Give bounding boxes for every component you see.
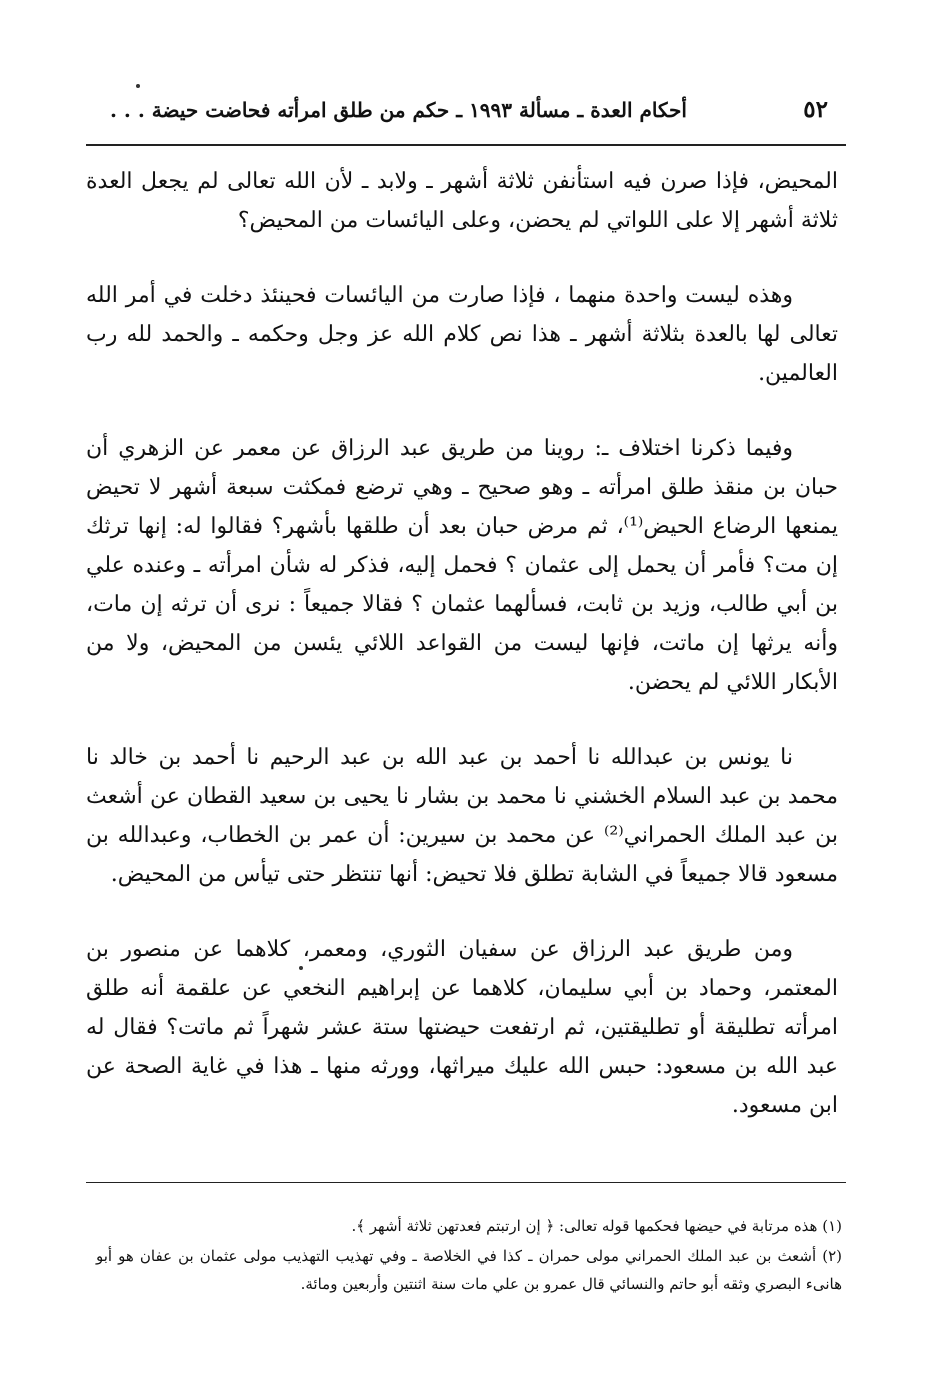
- footnotes: [96, 1212, 842, 1300]
- scan-speck: [136, 84, 140, 88]
- paragraph-3: وفيما ذكرنا اختلاف ـ: روينا من طريق عبد الرزاق عن معمر عن الزهري أن حبان بن منقذ طلق امرأته ـ وهو صحيح ـ وهي ترضع فمكثت سبعة أشهر لا تحيض يمنعها الرضاع الحيض⁽¹⁾، ثم مرض حبان بعد أن طلقها بأشهر؟ فقالوا له: إنها ترثك إن مت؟ فأمر أن يحمل إلى عثمان ؟ فحمل إليه، فذكر له شأن امرأته ـ وعنده علي بن أبي طالب، وزيد بن ثابت، فسألهما عثمان ؟ فقالا جميعاً : نرى أن ترثه إن مات، وأنه يرثها إن ماتت، فإنها ليست من القواعد اللائي يئسن من المحيض، ولا من الأبكار اللائي لم يحضن.: [86, 436, 838, 695]
- scan-speck: [299, 966, 303, 970]
- paragraph-2: وهذه ليست واحدة منهما ، فإذا صارت من اليائسات فحينئذ دخلت في أمر الله تعالى لها بالعدة بثلاثة أشهر ـ هذا نص كلام الله عز وجل وحكمه ـ والحمد لله رب العالمين.: [86, 283, 838, 386]
- main-text: [86, 162, 838, 1161]
- paragraph-1: المحيض، فإذا صرن فيه استأنفن ثلاثة أشهر ـ ولابد ـ لأن الله تعالى لم يجعل العدة ثلاثة أشهر إلا على اللواتي لم يحضن، وعلى اليائسات من المحيض؟: [86, 169, 838, 233]
- page-header: [86, 92, 846, 146]
- footnote-2: (٢) أشعث بن عبد الملك الحمراني مولى حمران ـ كذا في الخلاصة ـ وفي تهذيب التهذيب مولى عثمان بن عفان هو أبو هانىء البصري وثقه أبو حاتم والنسائي قال عمرو بن علي مات سنة اثنتين وأربعين ومائة.: [96, 1247, 842, 1293]
- footnote-separator: [86, 1182, 846, 1183]
- running-title: أحكام العدة ـ مسألة ١٩٩٣ ـ حكم من طلق امرأته فحاضت حيضة . . .: [110, 98, 687, 122]
- page-number: ٥٢: [803, 96, 828, 123]
- paragraph-4: نا يونس بن عبدالله نا أحمد بن عبد الله بن عبد الرحيم نا أحمد بن خالد نا محمد بن عبد السلام الخشني نا محمد بن بشار نا يحيى بن سعيد القطان عن أشعث بن عبد الملك الحمراني⁽²⁾ عن محمد بن سيرين: أن عمر بن الخطاب، وعبدالله بن مسعود قالا جميعاً في الشابة تطلق فلا تحيض: أنها تنتظر حتى تيأس من المحيض.: [86, 745, 838, 887]
- paragraph-5: ومن طريق عبد الرزاق عن سفيان الثوري، ومعمر، كلاهما عن منصور بن المعتمر، وحماد بن أبي سليمان، كلاهما عن إبراهيم النخعي عن علقمة أنه طلق امرأته تطليقة أو تطليقتين، ثم ارتفعت حيضتها ستة عشر شهراً ثم ماتت؟ فقال له عبد الله بن مسعود: حبس الله عليك ميراثها، وورثه منها ـ هذا في غاية الصحة عن ابن مسعود.: [86, 937, 838, 1118]
- footnote-1: (١) هذه مرتابة في حيضها فحكمها قوله تعالى: ﴿ إن ارتبتم فعدتهن ثلاثة أشهر ﴾.: [351, 1217, 842, 1235]
